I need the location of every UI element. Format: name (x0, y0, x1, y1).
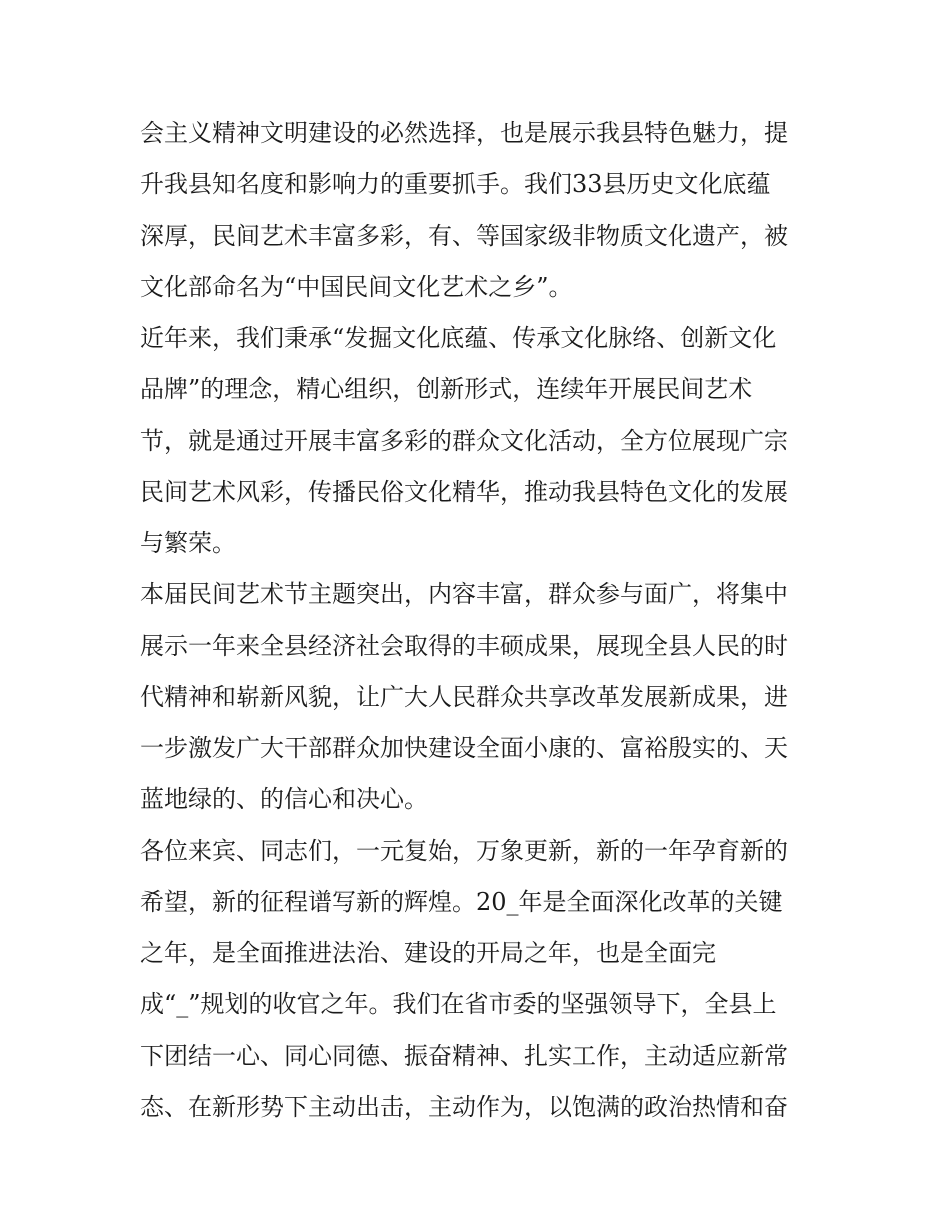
text-line: 文化部命名为“中国民间文化艺术之乡”。 (140, 272, 573, 301)
text-line: 升我县知名度和影响力的重要抓手。我们33县历史文化底蕴 (140, 170, 771, 199)
text-line: 代精神和崭新风貌，让广大人民群众共享改革发展新成果，进 (140, 682, 788, 711)
text-line: 下团结一心、同心同德、振奋精神、扎实工作，主动适应新常 (140, 1041, 788, 1070)
text-line: 深厚，民间艺术丰富多彩，有、等国家级非物质文化遗产，被 (140, 221, 788, 250)
text-line: 会主义精神文明建设的必然选择，也是展示我县特色魅力，提 (140, 119, 788, 147)
body-text (140, 108, 820, 1133)
text-line: 成“_”规划的收官之年。我们在省市委的坚强领导下，全县上 (140, 990, 777, 1019)
text-line: 一步激发广大干部群众加快建设全面小康的、富裕殷实的、天 (140, 734, 788, 762)
text-line: 近年来，我们秉承“发掘文化底蕴、传承文化脉络、创新文化 (140, 324, 777, 352)
text-line: 态、在新形势下主动出击，主动作为，以饱满的政治热情和奋 (140, 1092, 788, 1121)
text-line: 蓝地绿的、的信心和决心。 (140, 785, 428, 814)
text-line: 之年，是全面推进法治、建设的开局之年，也是全面完 (140, 939, 716, 967)
text-line: 各位来宾、同志们，一元复始，万象更新，新的一年孕育新的 (140, 836, 788, 865)
text-line: 本届民间艺术节主题突出，内容丰富，群众参与面广，将集中 (140, 580, 788, 609)
text-line: 节，就是通过开展丰富多彩的群众文化活动，全方位展现广宗 (140, 426, 788, 455)
text-line: 希望，新的征程谱写新的辉煌。20_年是全面深化改革的关键 (140, 887, 783, 916)
text-line: 与繁荣。 (140, 529, 236, 557)
text-line: 品牌”的理念，精心组织，创新形式，连续年开展民间艺术 (140, 375, 753, 404)
text-line: 民间艺术风彩，传播民俗文化精华，推动我县特色文化的发展 (140, 477, 788, 506)
text-line: 展示一年来全县经济社会取得的丰硕成果，展现全县人民的时 (140, 631, 788, 660)
